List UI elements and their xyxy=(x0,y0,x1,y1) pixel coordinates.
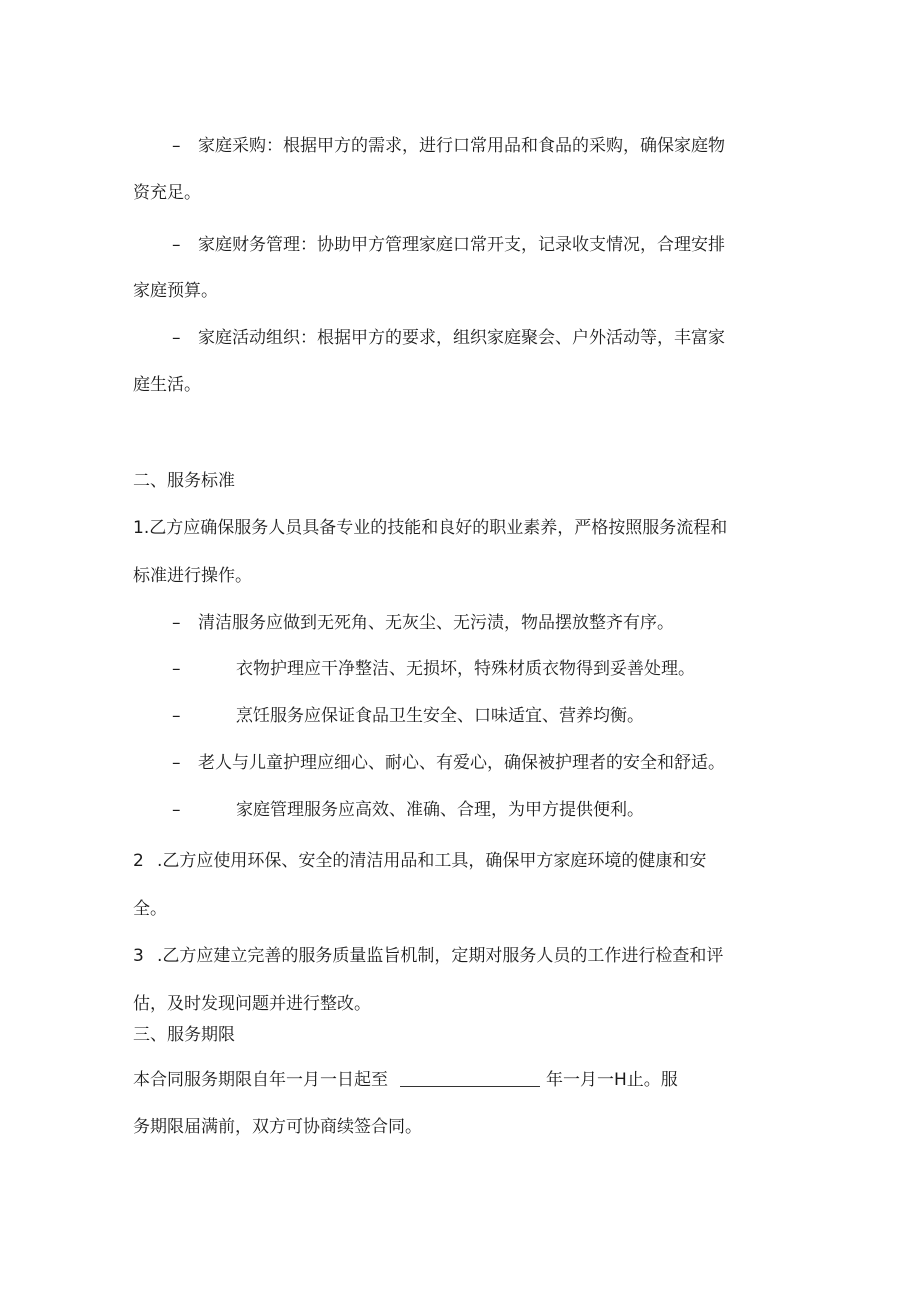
standards-paragraph-3-cont: 估，及时发现问题并进行整改。 xyxy=(133,994,371,1014)
dash-marker: – xyxy=(172,613,181,633)
standards-paragraph-2-cont: 全。 xyxy=(133,899,167,919)
standard-bullet-management xyxy=(172,799,644,821)
standard-bullet-care xyxy=(172,752,725,774)
standards-paragraph-2 xyxy=(133,850,706,872)
dash-marker: – xyxy=(172,800,181,820)
paragraph-number: 2 xyxy=(133,851,144,871)
standards-paragraph-1-cont: 标准进行操作。 xyxy=(133,566,252,586)
paragraph-number: 3 xyxy=(133,946,144,966)
standards-paragraph-3 xyxy=(133,945,723,967)
task-text: 家庭活动组织：根据甲方的要求，组织家庭聚会、户外活动等，丰富家 xyxy=(198,328,725,348)
bullet-text: 家庭管理服务应高效、准确、合理，为甲方提供便利。 xyxy=(236,800,644,820)
term-text-end: 年一月一H止。服 xyxy=(546,1070,678,1090)
task-text: 家庭财务管理：协助甲方管理家庭口常开支，记录收支情况，合理安排 xyxy=(198,235,725,255)
term-line-1 xyxy=(133,1069,678,1091)
bullet-text: 老人与儿童护理应细心、耐心、有爱心，确保被护理者的安全和舒适。 xyxy=(198,753,725,773)
task-item-procurement xyxy=(172,135,725,157)
dash-marker: – xyxy=(172,235,181,255)
standards-paragraph-1: 1.乙方应确保服务人员具备专业的技能和良好的职业素养，严格按照服务流程和 xyxy=(133,518,728,538)
bullet-text: 烹饪服务应保证食品卫生安全、口味适宜、营养均衡。 xyxy=(236,706,644,726)
standard-bullet-laundry xyxy=(172,658,695,680)
paragraph-text: .乙方应建立完善的服务质量监旨机制，定期对服务人员的工作进行检查和评 xyxy=(157,946,724,966)
term-line-2: 务期限届满前，双方可协商续签合同。 xyxy=(133,1117,422,1137)
dash-marker: – xyxy=(172,659,181,679)
dash-marker: – xyxy=(172,136,181,156)
task-item-finance-cont: 家庭预算。 xyxy=(133,281,218,301)
dash-marker: – xyxy=(172,753,181,773)
standard-bullet-cooking xyxy=(172,705,644,727)
task-item-activities-cont: 庭生活。 xyxy=(133,375,201,395)
task-text: 家庭采购：根据甲方的需求，进行口常用品和食品的采购，确保家庭物 xyxy=(198,136,725,156)
bullet-text: 清洁服务应做到无死角、无灰尘、无污渍，物品摆放整齐有序。 xyxy=(198,613,674,633)
term-end-date-blank xyxy=(400,1070,540,1087)
task-item-procurement-cont: 资充足。 xyxy=(133,183,201,203)
dash-marker: – xyxy=(172,706,181,726)
dash-marker: – xyxy=(172,328,181,348)
paragraph-text: .乙方应使用环保、安全的清洁用品和工具，确保甲方家庭环境的健康和安 xyxy=(157,851,707,871)
task-item-finance xyxy=(172,234,725,256)
standard-bullet-cleaning xyxy=(172,612,674,634)
task-item-activities xyxy=(172,327,725,349)
term-text-start: 本合同服务期限自年一月一日起至 xyxy=(133,1070,388,1090)
bullet-text: 衣物护理应干净整洁、无损坏，特殊材质衣物得到妥善处理。 xyxy=(236,659,695,679)
section-heading-term: 三、服务期限 xyxy=(133,1025,235,1045)
section-heading-standards: 二、服务标准 xyxy=(133,471,235,491)
